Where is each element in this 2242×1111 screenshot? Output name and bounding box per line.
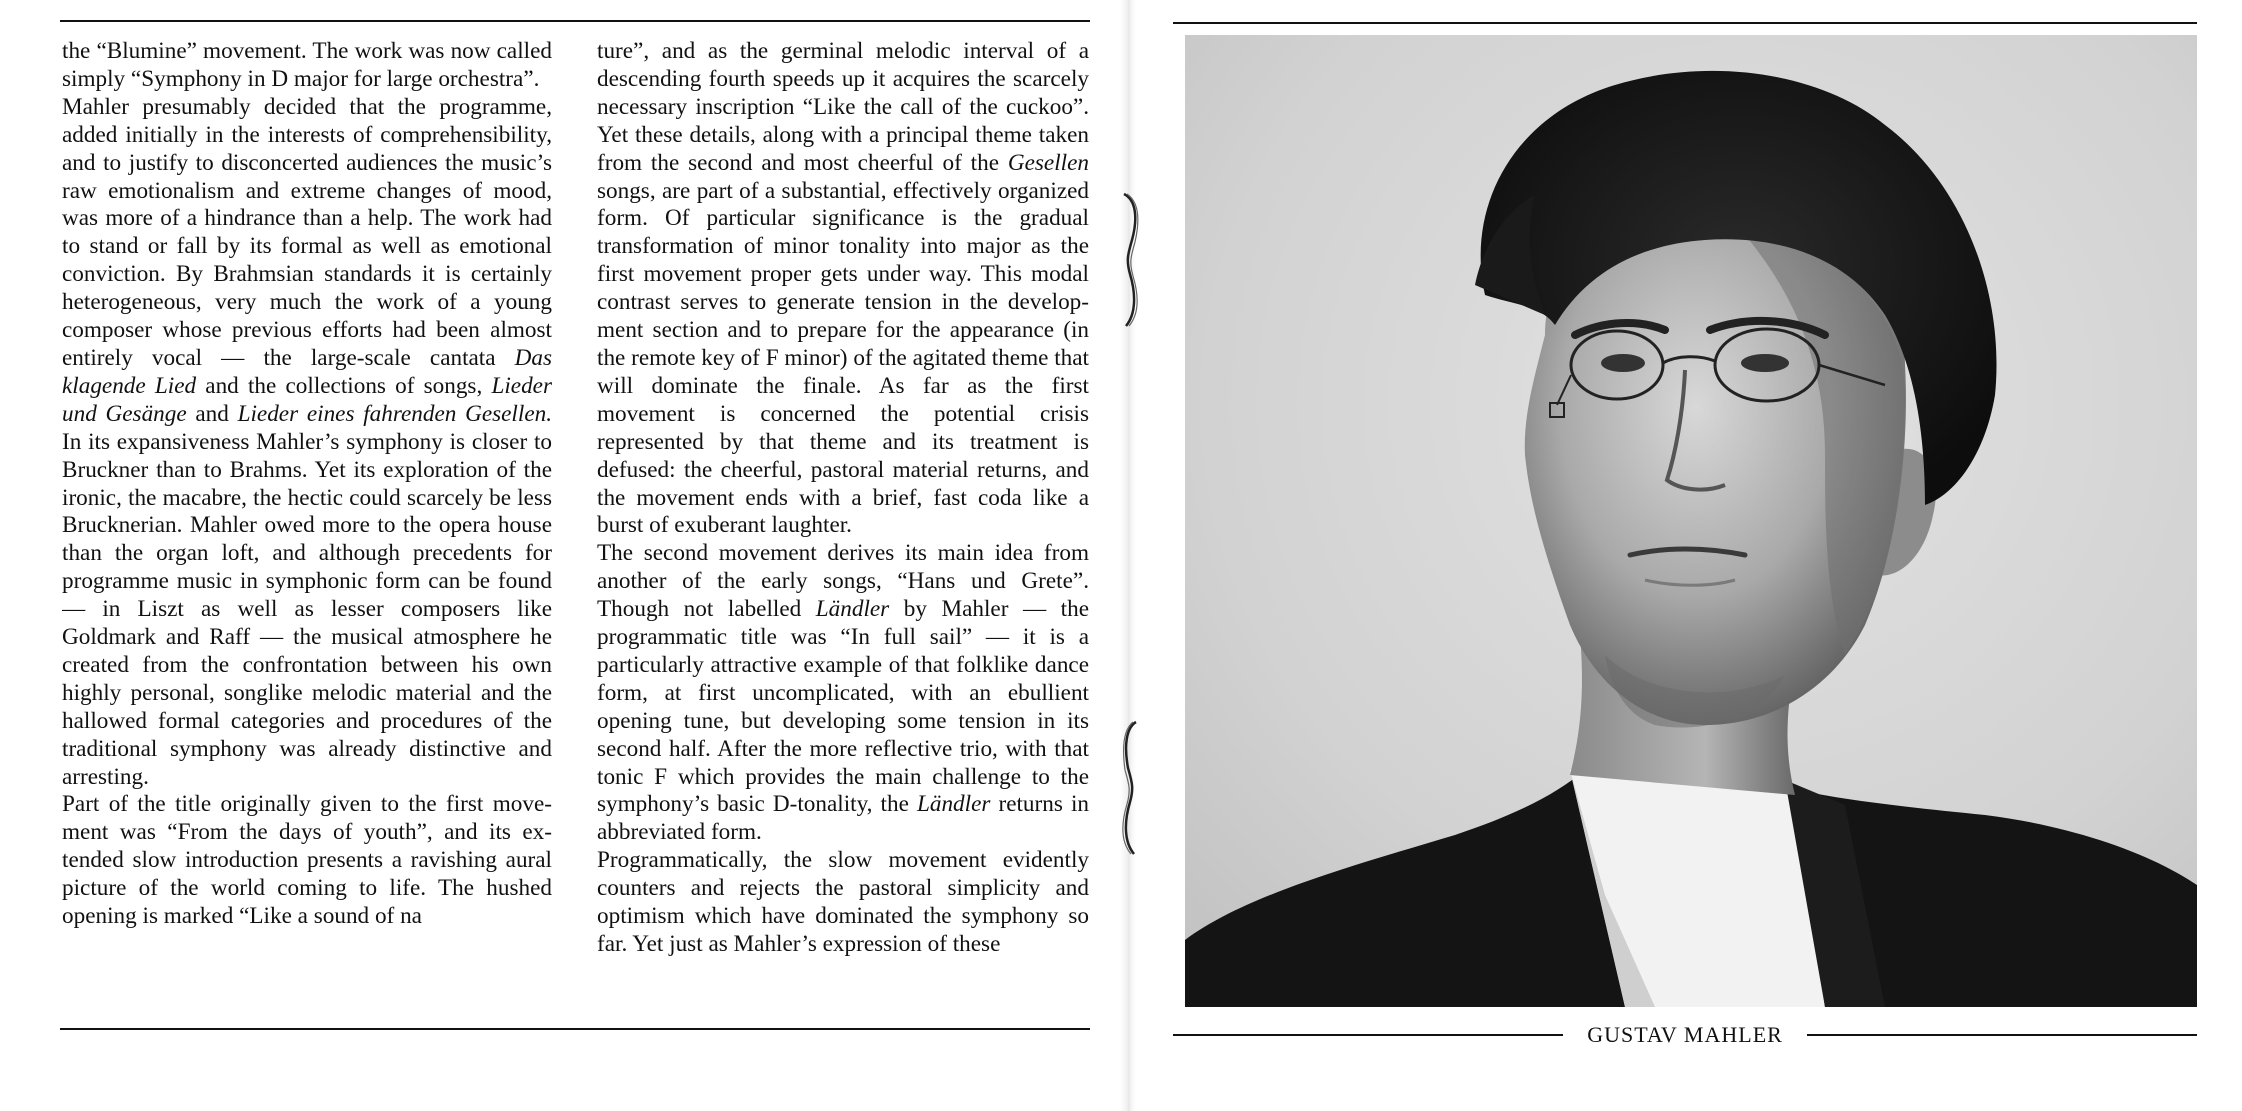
paragraph: ture”, and as the germinal melodic interval of a descending fourth speeds up it acquires the scarcely necessary inscription “Like the call of the cuckoo”. Yet these details, along with a principal theme taken from the second and most cheerful of the Gesellen songs, are part of a substantial, effectively organized form. Of particular significance is the gradual transformation of minor tonality into major as the first movement proper gets under way. This modal contrast serves to generate tension in the development section and to prepare for the appearance (in the remote key of F minor) of the agitated theme that will dominate the finale. As far as the first movement is concerned the potential crisis represented by that theme and its treatment is defused: the cheerful, pastoral material returns, and the movement ends with a brief, fast coda like a burst of exuberant laughter. [597,38,1089,539]
photo-caption-row [1173,1024,2197,1046]
top-rule-left [60,20,1090,22]
caption-rule-right [1807,1034,2197,1036]
bottom-rule-left [60,1028,1090,1030]
staple-icon [1120,718,1142,858]
staple-icon [1120,190,1142,330]
paragraph: the “Blumine” movement. The work was now called simply “Symphony in D major for large orchestra”. [62,38,552,92]
top-rule-right [1173,22,2197,24]
text-column-1 [62,38,552,1013]
paragraph: The second movement derives its main idea from another of the early songs, “Hans und Grete”. Though not labelled Ländler by Mahler — the programmatic title was “In full sail” — it is a particularly attractive example of that folklike dance form, at first uncomplicated, with an ebullient opening tune, but developing some tension in its second half. After the more reflective trio, with that tonic F which provides the main challenge to the symphony’s basic D-tonality, the Ländler returns in abbreviated form. [597,540,1089,846]
page-gutter [1120,0,1136,1111]
fold-shadow [1120,0,1136,1111]
text-column-2 [597,38,1089,1013]
mahler-portrait-photo [1185,35,2197,1007]
paragraph: Programmatically, the slow movement evidently counters and rejects the pastoral simplicity and optimism which have dominated the symphony so far. Yet just as Mahler’s expression of these [597,847,1089,957]
caption-rule-left [1173,1034,1563,1036]
paragraph: Mahler presumably decided that the programme, added initially in the interests of comprehensibility, and to justify to disconcerted audiences the music’s raw emotionalism and extreme changes of mood, was more of a hindrance than a help. The work had to stand or fall by its formal as well as emotional conviction. By Brahmsian standards it is certainly heterogeneous, very much the work of a young composer whose previous efforts had been almost entirely vocal — the large-scale cantata Das klagende Lied and the collections of songs, Lieder und Gesänge and Lieder eines fahrenden Gesellen. In its expansiveness Mahler’s symphony is closer to Bruckner than to Brahms. Yet its exploration of the ironic, the macabre, the hectic could scarcely be less Brucknerian. Mahler owed more to the opera house than the organ loft, and although precedents for programme music in symphonic form can be found — in Liszt as well as lesser composers like Goldmark and Raff — the musical atmosphere he created from the confrontation between his own highly personal, songlike melodic material and the hallowed formal categories and procedures of the traditional symphony was already distinctive and arresting. [62,93,552,790]
paragraph: Part of the title originally given to the first movement was “From the days of youth”, and its extended slow introduction presents a ravishing aural picture of the world coming to life. The hushed opening is marked “Like a sound of na [62,791,552,930]
photo-caption: GUSTAV MAHLER [1587,1022,1783,1047]
